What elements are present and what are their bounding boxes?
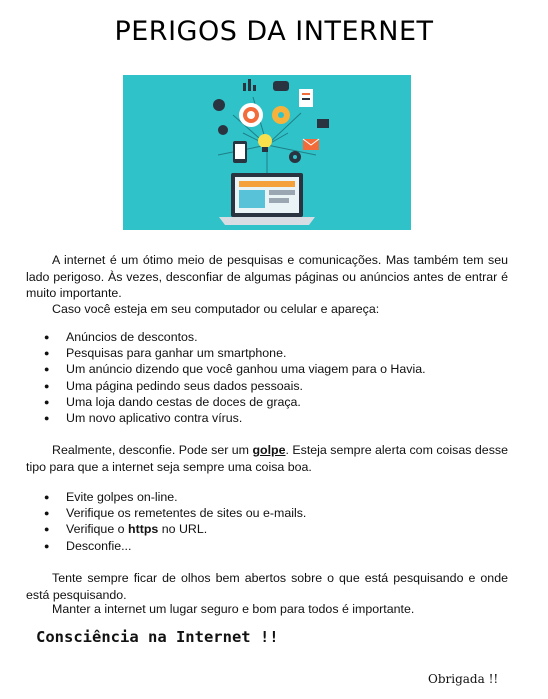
warning-list: [44, 329, 426, 426]
list-item: ● Desconfie...: [44, 538, 306, 554]
envelope-icon: [303, 139, 319, 150]
list-item: ● Verifique os remetentes de sites ou e-mails.: [44, 505, 306, 521]
laptop-icon: [219, 173, 315, 225]
tips-list: [44, 489, 306, 554]
phone-icon: [233, 141, 247, 163]
list-item: ● Pesquisas para ganhar um smartphone.: [44, 345, 426, 361]
list-item: ● Uma página pedindo seus dados pessoais.: [44, 378, 426, 394]
list-item: ● Anúncios de descontos.: [44, 329, 426, 345]
list-item: ● Verifique o https no URL.: [44, 521, 306, 537]
closing-paragraph: Tente sempre ficar de olhos bem abertos sobre o que está pesquisando e onde está pesquisando.: [26, 571, 508, 602]
globe-icon: [213, 99, 225, 111]
list-item: ● Um anúncio dizendo que você ganhou uma viagem para o Havia.: [44, 361, 426, 377]
dollar-icon: [218, 125, 228, 135]
thanks-note: Obrigada !!: [428, 672, 499, 686]
technology-illustration: [123, 75, 411, 230]
telephone-icon: [273, 81, 289, 91]
warning-paragraph: Realmente, desconfie. Pode ser um golpe. Esteja sempre alerta com coisas desse tipo para que a internet seja sempre uma coisa boa.: [26, 443, 508, 474]
gear-icon: [272, 106, 290, 124]
list-item: ● Um novo aplicativo contra vírus.: [44, 410, 426, 426]
list-item: ● Evite golpes on-line.: [44, 489, 306, 505]
intro-prompt: Caso você esteja em seu computador ou celular e apareça:: [52, 302, 380, 316]
clipboard-icon: [299, 89, 313, 107]
small-gear-icon: [289, 151, 301, 163]
closing-statement: Manter a internet um lugar seguro e bom para todos é importante.: [52, 602, 415, 616]
https-term: https: [128, 522, 159, 537]
page-title: PERIGOS DA INTERNET: [114, 16, 434, 47]
slogan: Consciência na Internet !!: [36, 628, 279, 646]
list-item: ● Uma loja dando cestas de doces de graça.: [44, 394, 426, 410]
briefcase-icon: [317, 119, 329, 128]
golpe-word: golpe: [252, 443, 286, 457]
target-icon: [239, 103, 263, 127]
intro-paragraph: A internet é um ótimo meio de pesquisas e comunicações. Mas também tem seu lado perigoso. Às vezes, desconfiar de algumas páginas ou anúncios antes de entrar é muito importante.: [26, 253, 508, 300]
